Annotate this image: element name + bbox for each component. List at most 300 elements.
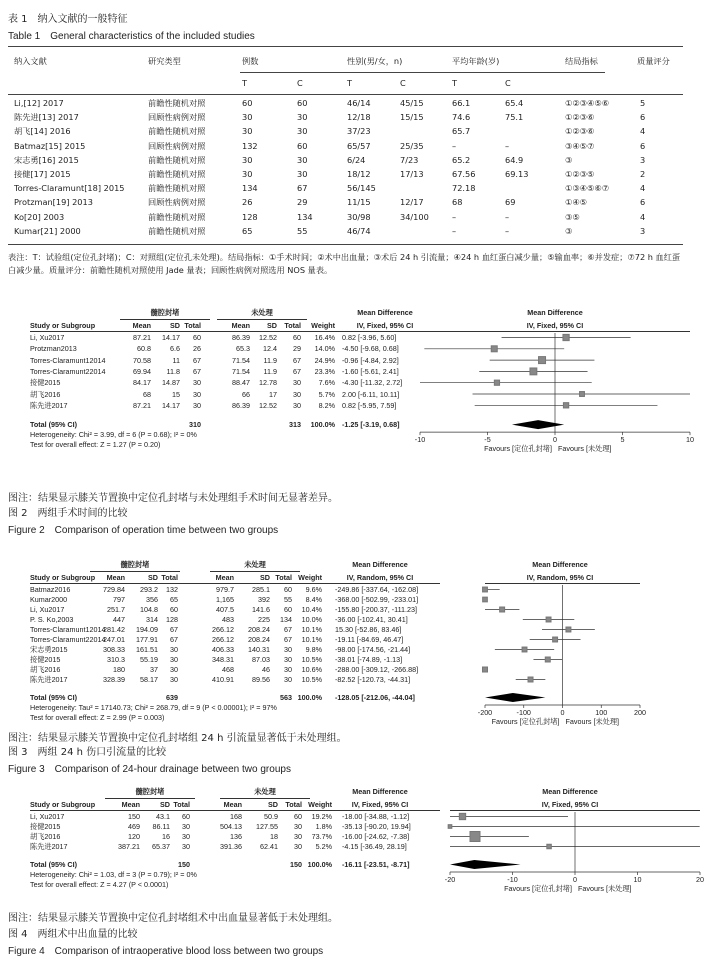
figure3-note: 图注：结果显示膝关节置换中定位孔封堵组 24 h 引流量显著低于未处理组。	[8, 733, 347, 744]
study-value: 9.6%	[305, 585, 322, 594]
study-value: 67	[193, 355, 201, 365]
forest-plot-graphic	[0, 560, 691, 724]
study-value: 468	[222, 665, 234, 674]
study-value: 161.51	[136, 645, 158, 654]
study-value: 469	[128, 822, 140, 831]
study-name: 陈先进2017	[30, 675, 68, 684]
study-ci: -35.13 [-90.20, 19.94]	[342, 822, 411, 831]
point-estimate-square	[470, 832, 480, 842]
study-name: 陈先进2017	[30, 400, 68, 410]
study-name: Protzman2013	[30, 344, 77, 354]
study-value: 797	[113, 595, 125, 604]
study-name: 胡飞2016	[30, 389, 61, 399]
table1-header: 例数	[242, 56, 259, 66]
study-value: 407.5	[216, 605, 234, 614]
study-value: 30	[294, 822, 302, 831]
study-value: 251.7	[107, 605, 125, 614]
study-value: 140.31	[248, 645, 270, 654]
study-name: 胡飞2016	[30, 665, 61, 674]
group-t-header: 髓腔封堵	[150, 308, 180, 317]
figure4-caption-en: Figure 4 Comparison of intraoperative blood loss between two groups	[8, 946, 324, 957]
study-value: 30	[182, 832, 190, 841]
table1-cell: 18/12	[347, 169, 371, 179]
study-value: 60	[294, 812, 302, 821]
col-method: IV, Fixed, 95% CI	[356, 321, 414, 330]
group-c-header: 未处理	[244, 560, 266, 569]
table1-cell: –	[505, 140, 510, 151]
study-value: 247.01	[103, 635, 125, 644]
total-weight: 100.0%	[310, 420, 335, 430]
study-value: 194.09	[136, 625, 158, 634]
study-value: 67	[293, 366, 301, 376]
study-value: 55	[284, 595, 292, 604]
point-estimate-square	[483, 587, 488, 592]
heterogeneity: Heterogeneity: Chi² = 1.03, df = 3 (P = 0.79); I² = 0%	[30, 870, 197, 879]
study-value: 9.8%	[305, 645, 322, 654]
pooled-diamond	[512, 420, 564, 429]
table1-cell: 3	[640, 225, 646, 236]
study-value: 86.39	[232, 333, 250, 342]
study-value: 67	[293, 355, 301, 365]
study-value: 12.4	[263, 344, 277, 354]
study-value: 180	[113, 665, 125, 674]
study-value: 5.2%	[315, 842, 332, 851]
study-value: 5.7%	[318, 389, 335, 399]
total-label: Total (95% CI)	[30, 860, 77, 869]
figure4-forest-plot	[0, 787, 704, 905]
table1-subheader: T	[452, 78, 458, 88]
study-value: 65.3	[236, 344, 250, 354]
study-value: 89.56	[252, 675, 270, 684]
study-ci: -16.00 [-24.62, -7.38]	[342, 832, 410, 841]
table1-cell: 55	[297, 225, 308, 236]
study-value: 12.78	[259, 378, 277, 388]
study-value: 141.6	[252, 605, 270, 614]
study-value: 60	[293, 333, 301, 342]
study-value: 14.87	[162, 378, 180, 388]
study-value: 30	[293, 378, 301, 388]
table1-cell: 胡飞[14] 2016	[14, 126, 71, 137]
table1-cell: 30	[297, 154, 308, 165]
study-ci: -288.00 [-309.12, -266.88]	[335, 665, 419, 674]
table1-row	[0, 212, 691, 225]
study-ci: -4.15 [-36.49, 28.19]	[342, 842, 407, 851]
col-mean: Mean	[106, 573, 125, 582]
table1-cell: 前瞻性随机对照	[148, 183, 206, 194]
col-total: Total	[173, 800, 190, 809]
figure2-caption-en: Figure 2 Comparison of operation time between two groups	[8, 525, 279, 536]
table1-cell: 66.1	[452, 98, 471, 108]
study-value: 11.8	[166, 366, 180, 376]
table1-cell: 前瞻性随机对照	[148, 154, 206, 165]
table1-cell: 132	[242, 140, 258, 151]
study-value: 65	[170, 595, 178, 604]
study-ci: -1.60 [-5.61, 2.41]	[342, 366, 399, 376]
table1-cell: 4	[640, 211, 646, 222]
study-ci: -368.00 [-502.99, -233.01]	[335, 595, 419, 604]
table1-subheader: C	[297, 78, 303, 88]
study-ci: -4.30 [-11.32, 2.72]	[342, 378, 403, 388]
study-value: 128	[166, 615, 178, 624]
study-value: 66	[242, 389, 250, 399]
table1-cell: –	[505, 211, 510, 222]
col-weight: Weight	[308, 800, 332, 809]
point-estimate-square	[500, 607, 505, 612]
table1-cell: 26	[242, 197, 253, 208]
table1-cell: 4	[640, 183, 646, 194]
study-value: 310.3	[107, 655, 125, 664]
table1-cell: ①②③⑥	[565, 126, 595, 137]
study-value: 65.37	[152, 842, 170, 851]
table1-row	[0, 98, 691, 111]
table1-cell: 46/14	[347, 98, 371, 108]
table1-cell: 前瞻性随机对照	[148, 126, 206, 137]
table1-cell: 65.4	[505, 98, 524, 108]
table1-cell: 68	[452, 197, 463, 208]
figure2-forest-plot	[0, 308, 694, 480]
table1-cell: Batmaz[15] 2015	[14, 140, 86, 151]
total-n2: 563	[280, 693, 292, 702]
study-value: 150	[128, 812, 140, 821]
x-tick-label: -200	[477, 708, 493, 717]
table1-cell: –	[452, 211, 457, 222]
table1-cell: 陈先进[13] 2017	[14, 112, 79, 123]
study-name: Batmaz2016	[30, 585, 71, 594]
col-total: Total	[284, 321, 301, 330]
study-value: 6.6	[170, 344, 180, 354]
x-tick-label: -10	[414, 435, 426, 445]
study-name: Torres-Claramunt12014	[30, 355, 106, 365]
table1-cell: 7/23	[400, 154, 419, 165]
point-estimate-square	[566, 627, 571, 632]
table1-subheader-row	[0, 78, 691, 91]
col-sd: SD	[148, 573, 158, 582]
study-value: 8.2%	[318, 400, 335, 410]
study-name: 接健2015	[30, 655, 61, 664]
study-value: 24.9%	[314, 355, 335, 365]
figure3-forest-plot	[0, 560, 691, 724]
figure4-caption-cn: 图 4 两组术中出血量的比较	[8, 929, 138, 940]
table1-cell: 前瞻性随机对照	[148, 98, 206, 108]
study-value: 70.58	[133, 355, 151, 365]
table1-cell: 65.2	[452, 154, 471, 165]
study-value: 29	[293, 344, 301, 354]
study-name: 接健2015	[30, 378, 61, 388]
table1-cell: 2	[640, 169, 646, 179]
table1-cell: 67.56	[452, 169, 476, 179]
table1-cell: 4	[640, 126, 646, 137]
study-value: 30	[284, 675, 292, 684]
pooled-diamond	[450, 860, 521, 869]
study-value: 168	[230, 812, 242, 821]
table1-cell: 60	[242, 98, 253, 108]
study-value: 16.4%	[314, 333, 335, 342]
total-n1: 150	[178, 860, 190, 869]
study-value: 69.94	[133, 366, 151, 376]
col-weight: Weight	[298, 573, 322, 582]
x-tick-label: -10	[507, 875, 518, 884]
table1-cell: 15/15	[400, 112, 424, 123]
study-value: 30	[193, 378, 201, 388]
study-value: 43.1	[156, 812, 170, 821]
col-sd: SD	[267, 321, 277, 330]
x-tick-label: -5	[484, 435, 491, 445]
overall-effect: Test for overall effect: Z = 1.27 (P = 0.20)	[30, 440, 161, 450]
table1-subheader: C	[505, 78, 511, 88]
col-mean: Mean	[215, 573, 234, 582]
table1-bottom-rule	[8, 244, 683, 245]
study-value: 281.42	[103, 625, 125, 634]
study-name: Torres-Claramunt22014	[30, 635, 106, 644]
study-value: 12.52	[259, 333, 277, 342]
table1-cell: ③	[565, 225, 573, 236]
study-value: 504.13	[220, 822, 242, 831]
favours-right: Favours [未处理]	[578, 884, 632, 893]
point-estimate-square	[547, 844, 551, 848]
table1-row	[0, 155, 691, 168]
study-value: 447	[113, 615, 125, 624]
study-ci: -4.50 [-9.68, 0.68]	[342, 344, 399, 354]
study-ci: -155.80 [-200.37, -111.23]	[335, 605, 418, 614]
point-estimate-square	[580, 392, 585, 397]
table1-cell: ①③④⑤⑥⑦	[565, 183, 610, 194]
study-ci: -0.96 [-4.84, 2.92]	[342, 355, 399, 365]
col-sd: SD	[160, 800, 170, 809]
study-value: 60	[284, 605, 292, 614]
group-c-header: 未处理	[251, 308, 273, 317]
study-name: Torres-Claramunt12014	[30, 625, 106, 634]
study-value: 16	[162, 832, 170, 841]
study-value: 30	[193, 389, 201, 399]
study-value: 30	[193, 400, 201, 410]
md-header-plot: Mean Difference	[532, 560, 588, 569]
total-ci: -1.25 [-3.19, 0.68]	[342, 420, 400, 430]
col-sd: SD	[268, 800, 278, 809]
table1-cell: Ko[20] 2003	[14, 211, 65, 222]
table1-cell: 回顾性病例对照	[148, 140, 206, 151]
col-method-plot: IV, Fixed, 95% CI	[526, 321, 584, 330]
table1-cell: 前瞻性随机对照	[148, 211, 206, 222]
table1-cell: 134	[297, 211, 313, 222]
table1-cell: 6	[640, 112, 646, 123]
col-mean: Mean	[223, 800, 242, 809]
x-tick-label: 200	[634, 708, 646, 717]
point-estimate-square	[539, 357, 546, 364]
table1-cell: Kumar[21] 2000	[14, 225, 81, 236]
study-value: 208.24	[248, 635, 270, 644]
figure3-caption-cn: 图 3 两组 24 h 伤口引流量的比较	[8, 747, 167, 758]
point-estimate-square	[530, 368, 537, 375]
study-value: 37	[150, 665, 158, 674]
table1-cell: 30	[242, 112, 253, 123]
study-value: 58.17	[140, 675, 158, 684]
md-header: Mean Difference	[352, 787, 408, 796]
table1-cell: 宋志勇[16] 2015	[14, 154, 79, 165]
table1-cell: 134	[242, 183, 258, 194]
study-value: 71.54	[232, 366, 250, 376]
study-value: 314	[146, 615, 158, 624]
study-value: 10.0%	[301, 615, 322, 624]
table1-cell: ①④⑤	[565, 197, 588, 208]
table1-row	[0, 226, 691, 239]
table1-cell: 30	[242, 169, 253, 179]
group-t-header: 髓腔封堵	[120, 560, 150, 569]
study-value: 14.17	[162, 400, 180, 410]
point-estimate-square	[459, 813, 465, 819]
table1-cell: ①②③⑥	[565, 112, 595, 123]
total-label: Total (95% CI)	[30, 693, 77, 702]
col-study: Study or Subgroup	[30, 573, 96, 582]
study-value: 1.8%	[315, 822, 332, 831]
table1-cell: ③⑤	[565, 211, 580, 222]
table1-header: 结局指标	[565, 56, 598, 66]
study-value: 10.6%	[301, 665, 322, 674]
study-value: 12.52	[259, 400, 277, 410]
table1-cell: 30/98	[347, 211, 371, 222]
table1-cell: 3	[640, 154, 646, 165]
md-header-plot: Mean Difference	[527, 308, 583, 317]
total-weight: 100.0%	[297, 693, 322, 702]
favours-right: Favours [未处理]	[565, 717, 620, 726]
table1-cell: 6/24	[347, 154, 366, 165]
study-value: 30	[284, 645, 292, 654]
study-name: Li, Xu2017	[30, 812, 65, 821]
heterogeneity: Heterogeneity: Tau² = 17140.73; Chi² = 268.79, df = 9 (P < 0.00001); I² = 97%	[30, 703, 277, 712]
table1-cell: Protzman[19] 2013	[14, 197, 93, 208]
table1-cell: 69	[505, 197, 516, 208]
total-label: Total (95% CI)	[30, 420, 77, 430]
md-header-plot: Mean Difference	[542, 787, 598, 796]
table1-cell: 60	[297, 140, 308, 151]
favours-left: Favours [定位孔封堵]	[491, 717, 560, 726]
table1-row	[0, 112, 691, 125]
study-value: 266.12	[212, 625, 234, 634]
study-value: 177.91	[136, 635, 158, 644]
study-value: 348.31	[212, 655, 234, 664]
study-value: 67	[170, 635, 178, 644]
table1-subheader: T	[347, 78, 353, 88]
table1-cell: 12/17	[400, 197, 424, 208]
study-value: 86.11	[152, 822, 170, 831]
study-value: 356	[146, 595, 158, 604]
table1-cell: 30	[297, 169, 308, 179]
study-value: 30	[294, 832, 302, 841]
study-value: 84.17	[133, 378, 151, 388]
point-estimate-square	[494, 380, 499, 385]
study-value: 30	[170, 675, 178, 684]
table1-cell: 回顾性病例对照	[148, 112, 206, 123]
study-value: 120	[128, 832, 140, 841]
favours-left: Favours [定位孔封堵]	[484, 444, 552, 454]
x-tick-label: -20	[444, 875, 456, 884]
table1-cell: –	[505, 225, 510, 236]
study-name: 胡飞2016	[30, 832, 61, 841]
point-estimate-square	[522, 647, 527, 652]
study-ci: -249.86 [-337.64, -162.08]	[335, 585, 419, 594]
study-value: 410.91	[212, 675, 234, 684]
study-value: 30	[293, 400, 301, 410]
point-estimate-square	[483, 597, 488, 602]
x-tick-label: -100	[516, 708, 531, 717]
x-tick-label: 0	[560, 708, 565, 717]
study-value: 11.9	[263, 355, 277, 365]
study-value: 30	[170, 655, 178, 664]
study-value: 73.7%	[311, 832, 332, 841]
col-weight: Weight	[311, 321, 335, 330]
group-t-header: 髓腔封堵	[135, 787, 165, 796]
study-value: 62.41	[260, 842, 278, 851]
table1-caption-en: Table 1 General characteristics of the included studies	[8, 31, 255, 42]
study-value: 46	[262, 665, 270, 674]
point-estimate-square	[448, 825, 452, 829]
study-value: 10.5%	[301, 655, 322, 664]
table1-cell: 60	[297, 98, 308, 108]
study-value: 308.33	[103, 645, 125, 654]
table1-caption-cn: 表 1 纳入文献的一般特征	[8, 14, 128, 25]
study-name: Torres-Claramunt22014	[30, 366, 106, 376]
study-value: 10.1%	[301, 625, 322, 634]
col-study: Study or Subgroup	[30, 321, 96, 330]
table1-note: 表注：T：试验组(定位孔封堵)；C：对照组(定位孔未处理)。结局指标：①手术时间；②术中出血量；③术后 24 h 引流量；④24 h 血红蛋白减少量；⑤输血率；⑥并发症；⑦72 h 血红蛋白减少量。质量评分：前瞻性随机对照使用 Jade 量表；回顾性病例对照选用 NOS 量表。	[8, 252, 681, 275]
study-value: 14.0%	[314, 344, 335, 354]
table1-header-row	[0, 56, 691, 69]
study-value: 60	[284, 585, 292, 594]
point-estimate-square	[553, 637, 558, 642]
table1-cell: 5	[640, 98, 646, 108]
x-tick-label: 5	[620, 435, 625, 445]
study-value: 17	[269, 389, 277, 399]
study-value: 30	[170, 665, 178, 674]
study-value: 225	[258, 615, 270, 624]
md-header: Mean Difference	[357, 308, 413, 317]
study-value: 50.9	[264, 812, 278, 821]
study-value: 11	[172, 355, 180, 365]
study-ci: 0.82 [-3.96, 5.60]	[342, 333, 397, 342]
table1-row	[0, 141, 691, 154]
col-sd: SD	[170, 321, 180, 330]
study-value: 30	[284, 665, 292, 674]
col-study: Study or Subgroup	[30, 800, 96, 809]
table1-row	[0, 169, 691, 182]
study-value: 88.47	[232, 378, 250, 388]
table1-cell: 56/145	[347, 183, 376, 194]
study-value: 136	[230, 832, 242, 841]
table1-cell: 65	[242, 225, 253, 236]
study-value: 132	[166, 585, 178, 594]
figure4-note: 图注：结果显示膝关节置换中定位孔封堵组术中出血量显著低于未处理组。	[8, 913, 338, 924]
table1-header: 研究类型	[148, 56, 181, 66]
study-name: P. S. Ko,2003	[30, 615, 74, 624]
table1-row	[0, 183, 691, 196]
col-method-plot: IV, Random, 95% CI	[526, 573, 594, 582]
table1-cell: 65.7	[452, 126, 471, 137]
point-estimate-square	[491, 346, 497, 352]
x-tick-label: 100	[595, 708, 608, 717]
heterogeneity: Heterogeneity: Chi² = 3.99, df = 6 (P = 0.68); I² = 0%	[30, 430, 197, 440]
study-ci: -98.00 [-174.56, -21.44]	[335, 645, 411, 654]
md-header: Mean Difference	[352, 560, 408, 569]
study-value: 67	[170, 625, 178, 634]
table1-cell: 12/18	[347, 112, 371, 123]
study-value: 328.39	[103, 675, 125, 684]
study-value: 8.4%	[305, 595, 322, 604]
total-n1: 639	[166, 693, 178, 702]
study-value: 55.19	[140, 655, 158, 664]
study-name: Kumar2000	[30, 595, 68, 604]
study-value: 26	[193, 344, 201, 354]
table1-cell: 34/100	[400, 211, 429, 222]
study-value: 1,165	[216, 595, 234, 604]
